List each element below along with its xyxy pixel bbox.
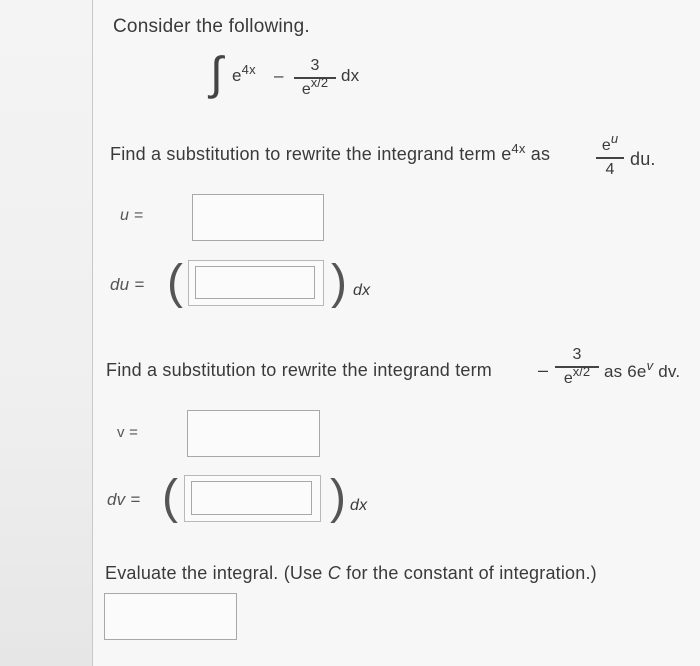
integral-minus: – <box>274 66 284 85</box>
part1-term: $e^{4x}$ <box>501 140 526 164</box>
du-answer-input[interactable] <box>195 266 315 299</box>
integral-expression <box>210 47 380 112</box>
du-answer-box[interactable] <box>188 260 324 306</box>
integral-sign: ∫ <box>210 47 223 99</box>
integral-denominator: $e^{x/2}$ <box>301 74 329 98</box>
integral-dx: dx <box>341 66 360 85</box>
dv-label: dv = <box>107 490 141 509</box>
part2-suffix: as $6e^v$ dv. <box>604 357 681 381</box>
dv-answer-box[interactable] <box>184 475 321 522</box>
part1-fraction-denominator: 4 <box>605 160 615 178</box>
integral-term1: $e^{4x}$ <box>232 61 256 85</box>
u-answer-input[interactable] <box>192 194 324 241</box>
part1-prompt: Find a substitution to rewrite the integrand term $e^{4x}$ as <box>110 140 551 164</box>
integral-numerator: 3 <box>310 57 320 74</box>
dv-answer-input[interactable] <box>191 481 312 515</box>
part1-suffix: du. <box>630 149 656 169</box>
part2-minus: – <box>538 360 549 380</box>
du-left-paren: ( <box>167 256 183 309</box>
u-label: u = <box>120 207 144 224</box>
part3-prompt: Evaluate the integral. (Use C for the constant of integration.) <box>105 563 597 583</box>
v-answer-input[interactable] <box>187 410 320 457</box>
part2-fraction-denominator: $e^{x/2}$ <box>563 363 591 387</box>
integral-answer-input[interactable] <box>104 593 237 640</box>
du-dx: dx <box>353 282 371 299</box>
part1-fraction-numerator: $e^u$ <box>601 130 619 154</box>
part2-fraction <box>555 346 599 388</box>
part2-prompt: Find a substitution to rewrite the integrand term <box>106 360 492 380</box>
dv-left-paren: ( <box>162 471 178 524</box>
integral-fraction <box>294 57 336 99</box>
part2-fraction-numerator: 3 <box>572 346 582 363</box>
dv-dx: dx <box>350 497 368 514</box>
du-right-paren: ) <box>331 256 347 309</box>
v-label: v = <box>117 424 139 441</box>
dv-right-paren: ) <box>330 471 346 524</box>
intro-text: Consider the following. <box>113 16 310 37</box>
part1-fraction <box>596 130 624 179</box>
du-label: du = <box>110 275 145 294</box>
